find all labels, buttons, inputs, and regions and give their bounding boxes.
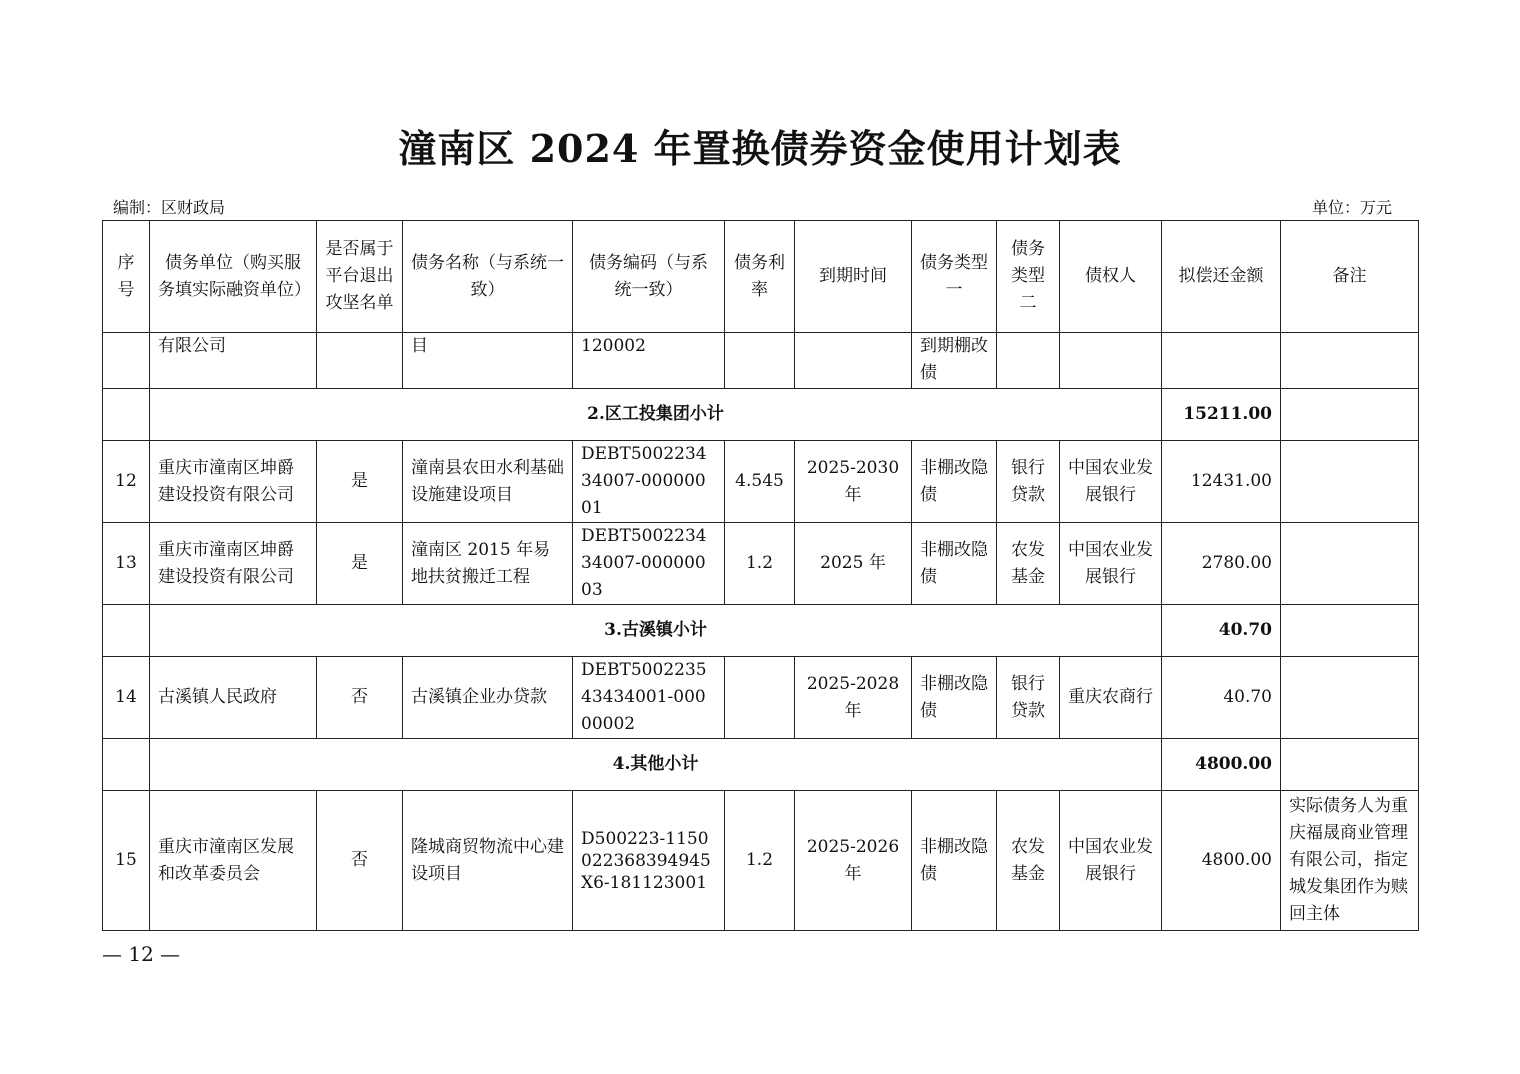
header-remark: 备注	[1281, 221, 1419, 333]
header-creditor: 债权人	[1060, 221, 1162, 333]
cell-code: DEBT500223434007-00000001	[573, 441, 725, 523]
cell-type1: 到期棚改债	[912, 333, 997, 389]
cell-type1: 非棚改隐债	[912, 791, 997, 931]
cell-unit: 重庆市潼南区发展和改革委员会	[150, 791, 317, 931]
cell-creditor: 中国农业发展银行	[1060, 791, 1162, 931]
table-row	[103, 523, 1419, 605]
header-due: 到期时间	[795, 221, 912, 333]
cell-name: 古溪镇企业办贷款	[403, 657, 573, 739]
cell-code: DEBT500223434007-00000003	[573, 523, 725, 605]
cell-platform: 否	[317, 791, 403, 931]
cell-due: 2025-2026 年	[795, 791, 912, 931]
cell-code: D500223-1150022368394945X6-181123001	[573, 791, 725, 931]
cell-type1: 非棚改隐债	[912, 441, 997, 523]
cell-name: 目	[403, 333, 573, 389]
header-row	[103, 221, 1419, 333]
cell-seq: 14	[103, 657, 150, 739]
cell-unit: 古溪镇人民政府	[150, 657, 317, 739]
cell-type2: 农发基金	[997, 523, 1060, 605]
cell-type2: 农发基金	[997, 791, 1060, 931]
subtotal-label: 4.其他小计	[150, 739, 1162, 791]
cell-creditor: 重庆农商行	[1060, 657, 1162, 739]
cell-name: 潼南县农田水利基础设施建设项目	[403, 441, 573, 523]
subtotal-row	[103, 739, 1419, 791]
cell-name: 隆城商贸物流中心建设项目	[403, 791, 573, 931]
header-name: 债务名称（与系统一致）	[403, 221, 573, 333]
cell-seq: 12	[103, 441, 150, 523]
cell-code: 120002	[573, 333, 725, 389]
header-amount: 拟偿还金额	[1162, 221, 1281, 333]
cell-seq: 15	[103, 791, 150, 931]
cell-creditor: 中国农业发展银行	[1060, 523, 1162, 605]
cell-name: 潼南区 2015 年易地扶贫搬迁工程	[403, 523, 573, 605]
continuation-row	[103, 333, 1419, 389]
cell-rate	[725, 657, 795, 739]
cell-remark: 实际债务人为重庆福晟商业管理有限公司，指定城发集团作为赎回主体	[1281, 791, 1419, 931]
unit-label: 单位：万元	[1312, 198, 1393, 217]
cell-remark	[1281, 657, 1419, 739]
compiler-label: 编制：区财政局	[113, 198, 226, 217]
subtotal-amount: 40.70	[1162, 605, 1281, 657]
subtotal-label: 2.区工投集团小计	[150, 389, 1162, 441]
cell-unit: 重庆市潼南区坤爵建设投资有限公司	[150, 523, 317, 605]
cell-due: 2025 年	[795, 523, 912, 605]
table-row	[103, 441, 1419, 523]
cell-due: 2025-2028 年	[795, 657, 912, 739]
header-type1: 债务类型一	[912, 221, 997, 333]
table-row	[103, 657, 1419, 739]
cell-amount: 2780.00	[1162, 523, 1281, 605]
table-row	[103, 791, 1419, 931]
cell-due: 2025-2030 年	[795, 441, 912, 523]
cell-creditor: 中国农业发展银行	[1060, 441, 1162, 523]
debt-plan-table	[102, 220, 1419, 931]
cell-platform: 是	[317, 523, 403, 605]
cell-code: DEBT500223543434001-00000002	[573, 657, 725, 739]
subtotal-row	[103, 605, 1419, 657]
cell-remark	[1281, 523, 1419, 605]
cell-type2: 银行贷款	[997, 657, 1060, 739]
cell-unit: 有限公司	[150, 333, 317, 389]
page-title: 潼南区 2024 年置换债券资金使用计划表	[398, 126, 1122, 171]
header-seq: 序号	[103, 221, 150, 333]
cell-type1: 非棚改隐债	[912, 523, 997, 605]
cell-rate: 4.545	[725, 441, 795, 523]
cell-amount: 40.70	[1162, 657, 1281, 739]
cell-rate: 1.2	[725, 523, 795, 605]
cell-rate: 1.2	[725, 791, 795, 931]
cell-type1: 非棚改隐债	[912, 657, 997, 739]
header-type2: 债务类型二	[997, 221, 1060, 333]
subtotal-label: 3.古溪镇小计	[150, 605, 1162, 657]
header-unit: 债务单位（购买服务填实际融资单位）	[150, 221, 317, 333]
cell-seq: 13	[103, 523, 150, 605]
subtotal-amount: 4800.00	[1162, 739, 1281, 791]
cell-type2: 银行贷款	[997, 441, 1060, 523]
subtotal-row	[103, 389, 1419, 441]
page-number: — 12 —	[102, 942, 181, 966]
header-platform: 是否属于平台退出攻坚名单	[317, 221, 403, 333]
cell-platform: 否	[317, 657, 403, 739]
cell-amount: 4800.00	[1162, 791, 1281, 931]
cell-unit: 重庆市潼南区坤爵建设投资有限公司	[150, 441, 317, 523]
header-rate: 债务利率	[725, 221, 795, 333]
header-code: 债务编码（与系统一致）	[573, 221, 725, 333]
cell-amount: 12431.00	[1162, 441, 1281, 523]
cell-platform: 是	[317, 441, 403, 523]
subtotal-amount: 15211.00	[1162, 389, 1281, 441]
cell-remark	[1281, 441, 1419, 523]
